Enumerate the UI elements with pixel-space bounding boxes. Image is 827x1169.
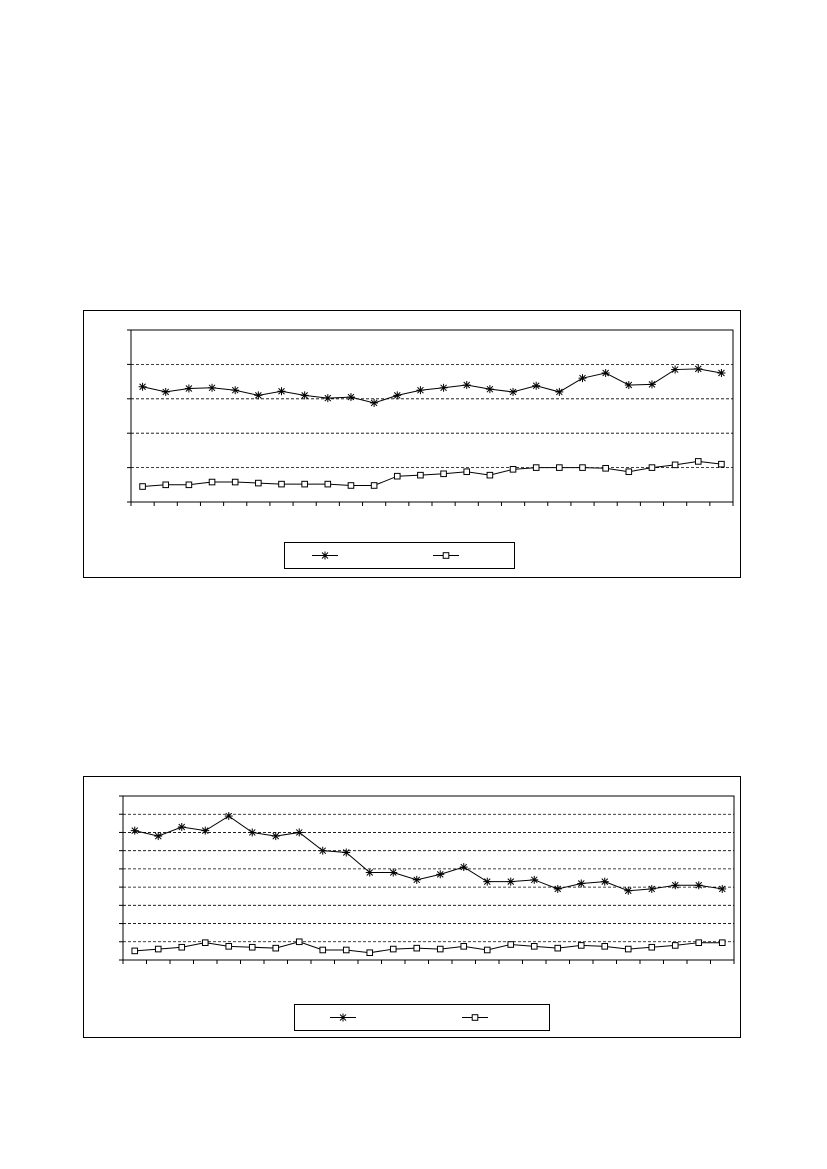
series-1-point-16	[483, 878, 491, 886]
series-2-point-18	[531, 944, 537, 950]
series-1-point-23	[648, 380, 656, 388]
series-1-point-15	[460, 863, 468, 871]
series-2-point-21	[603, 465, 609, 471]
series-1-point-11	[370, 399, 378, 407]
series-2-line	[143, 461, 722, 486]
series-1-point-4	[208, 384, 216, 392]
series-2-point-7	[279, 481, 285, 487]
series-1-point-5	[231, 386, 239, 394]
series-2-point-25	[695, 459, 701, 465]
series-1-point-7	[272, 832, 280, 840]
series-2-point-6	[249, 944, 255, 950]
series-1-point-7	[278, 387, 286, 395]
series-1-point-8	[301, 391, 309, 399]
series-1-point-26	[717, 369, 725, 377]
series-1-point-19	[555, 388, 563, 396]
series-2-point-15	[461, 944, 467, 950]
series-1-point-4	[201, 827, 209, 835]
series-1-point-10	[342, 848, 350, 856]
series-2-point-4	[209, 479, 215, 485]
series-1-point-2	[154, 832, 162, 840]
series-2-point-19	[555, 945, 561, 951]
series-1-line	[143, 369, 722, 403]
series-1-point-25	[695, 881, 703, 889]
series-2-point-20	[580, 465, 586, 471]
series-2-point-1	[140, 484, 146, 490]
plot-area	[123, 796, 734, 960]
series-2-point-3	[186, 482, 192, 488]
series-2-point-13	[414, 945, 420, 951]
series-2-point-5	[226, 944, 232, 950]
series-1-point-22	[624, 887, 632, 895]
legend-marker-series-2	[443, 553, 449, 559]
series-1-point-14	[436, 870, 444, 878]
series-1-point-22	[625, 381, 633, 389]
chart-2-legend	[294, 1004, 550, 1031]
series-1-point-10	[347, 393, 355, 401]
series-2-point-10	[343, 947, 349, 953]
series-2-point-23	[649, 465, 655, 471]
legend-marker-series-1	[321, 552, 329, 560]
series-1-point-17	[507, 878, 515, 886]
series-2-point-22	[626, 469, 632, 475]
series-2-point-23	[649, 944, 655, 950]
series-2-point-11	[367, 950, 373, 956]
series-1-point-2	[162, 388, 170, 396]
series-1-point-6	[254, 391, 262, 399]
series-1-point-16	[486, 385, 494, 393]
series-2-point-8	[302, 481, 308, 487]
series-1-point-14	[440, 384, 448, 392]
series-2-point-19	[557, 465, 563, 471]
series-1-point-18	[532, 382, 540, 390]
series-1-point-5	[225, 812, 233, 820]
series-1-point-21	[602, 369, 610, 377]
series-2-point-22	[625, 946, 631, 952]
series-1-point-19	[554, 885, 562, 893]
plot-area	[131, 330, 733, 502]
series-1-point-3	[185, 384, 193, 392]
series-1-point-24	[671, 881, 679, 889]
series-2-point-12	[394, 473, 400, 479]
series-2-point-24	[672, 943, 678, 949]
series-1-point-20	[577, 879, 585, 887]
chart-1-legend	[284, 542, 515, 569]
series-2-point-26	[719, 940, 725, 946]
series-2-point-10	[348, 483, 354, 489]
series-1-point-25	[694, 365, 702, 373]
series-2-point-2	[163, 482, 169, 488]
series-2-point-17	[510, 467, 516, 473]
series-2-point-14	[441, 471, 447, 477]
chart-1-legend-markers	[285, 543, 514, 568]
series-1-point-1	[139, 383, 147, 391]
chart-2-legend-markers	[295, 1005, 549, 1030]
chart-2-plot	[84, 777, 740, 1037]
series-1-point-9	[324, 394, 332, 402]
series-1-point-24	[671, 366, 679, 374]
series-1-point-12	[389, 869, 397, 877]
series-1-point-13	[416, 386, 424, 394]
chart-1-plot	[84, 311, 740, 577]
series-2-point-4	[202, 940, 208, 946]
series-2-point-20	[578, 943, 584, 949]
series-2-point-21	[602, 944, 608, 950]
series-2-point-12	[390, 946, 396, 952]
series-2-point-5	[232, 479, 238, 485]
series-2-point-16	[484, 947, 490, 953]
legend-marker-series-1	[339, 1014, 347, 1022]
series-2-point-25	[696, 940, 702, 946]
series-1-point-15	[463, 381, 471, 389]
legend-marker-series-2	[472, 1015, 478, 1021]
series-2-point-18	[533, 465, 539, 471]
series-1-point-1	[131, 827, 139, 835]
series-1-point-20	[579, 374, 587, 382]
series-1-point-8	[295, 828, 303, 836]
series-2-point-26	[719, 461, 725, 467]
series-2-point-15	[464, 469, 470, 475]
series-1-point-11	[366, 869, 374, 877]
chart-2	[83, 776, 741, 1038]
series-2-point-24	[672, 462, 678, 468]
series-2-point-16	[487, 472, 493, 478]
series-1-point-6	[248, 828, 256, 836]
chart-1	[83, 310, 741, 578]
series-2-point-11	[371, 483, 377, 489]
series-2-point-1	[132, 948, 138, 954]
series-1-point-17	[509, 388, 517, 396]
series-2-point-17	[508, 942, 514, 948]
series-1-point-26	[718, 885, 726, 893]
series-2-point-6	[256, 480, 262, 486]
series-2-point-3	[179, 944, 185, 950]
series-1-point-21	[601, 878, 609, 886]
series-2-point-7	[273, 945, 279, 951]
series-2-point-13	[418, 472, 424, 478]
series-2-point-2	[155, 946, 161, 952]
series-2-point-14	[437, 946, 443, 952]
series-1-line	[135, 816, 723, 891]
series-1-point-13	[413, 876, 421, 884]
series-2-point-8	[296, 939, 302, 945]
series-1-point-23	[648, 885, 656, 893]
series-1-point-12	[393, 391, 401, 399]
series-1-point-3	[178, 823, 186, 831]
series-2-point-9	[325, 481, 331, 487]
series-1-point-9	[319, 847, 327, 855]
series-2-point-9	[320, 947, 326, 953]
series-2-line	[135, 942, 723, 953]
series-1-point-18	[530, 876, 538, 884]
